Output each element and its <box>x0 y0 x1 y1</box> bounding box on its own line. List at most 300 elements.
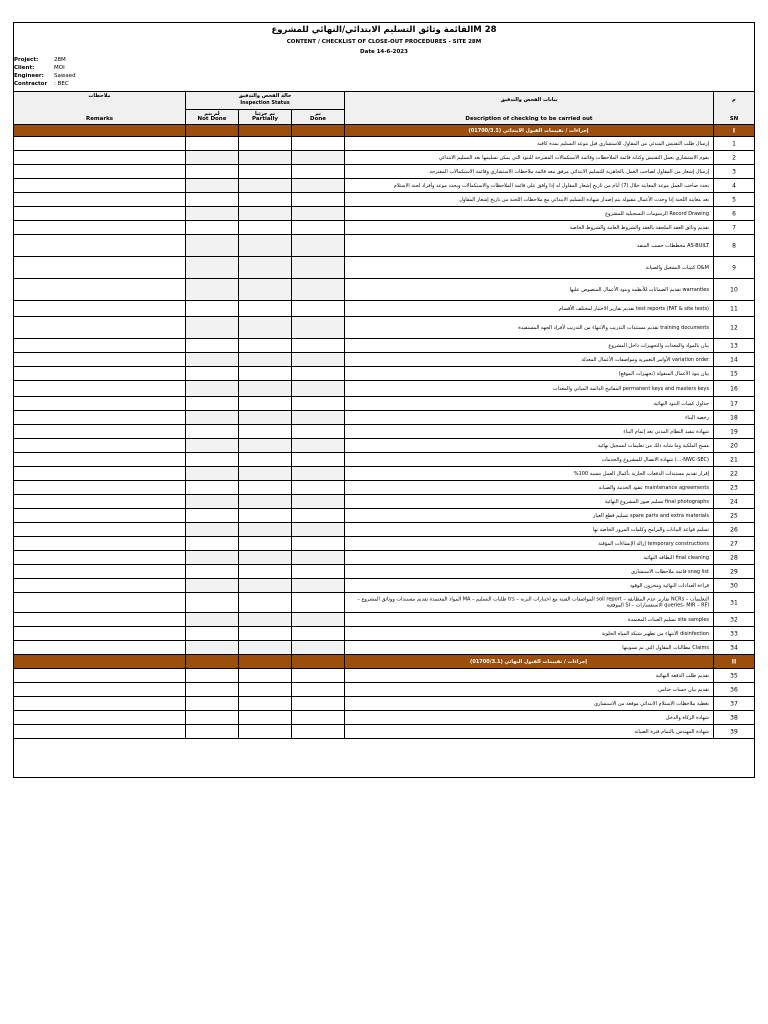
done-cell[interactable] <box>292 425 345 438</box>
partially-cell[interactable] <box>239 137 292 150</box>
done-cell[interactable] <box>292 453 345 466</box>
item-description: O&M كتيبات التشغيل والصيانة <box>645 264 709 271</box>
remarks-cell[interactable] <box>14 397 186 410</box>
not-done-cell[interactable] <box>186 565 239 578</box>
partially-cell[interactable] <box>239 579 292 592</box>
contractor-value: : BEC <box>54 81 69 87</box>
not-done-cell[interactable] <box>186 495 239 508</box>
remarks-cell[interactable] <box>14 425 186 438</box>
not-done-cell[interactable] <box>186 397 239 410</box>
item-number: 14 <box>730 356 738 363</box>
done-cell[interactable] <box>292 193 345 206</box>
title-english: CONTENT / CHECKLIST OF CLOSE-OUT PROCEDURES - SITE 28M <box>286 39 482 45</box>
partially-cell[interactable] <box>239 301 292 316</box>
table-row <box>14 495 754 509</box>
sn-cell <box>714 151 754 164</box>
remarks-cell[interactable] <box>14 367 186 380</box>
done-cell[interactable] <box>292 279 345 300</box>
item-number: 35 <box>730 672 738 679</box>
partially-cell[interactable] <box>239 593 292 612</box>
partially-cell[interactable] <box>239 669 292 682</box>
table-row <box>14 317 754 339</box>
done-cell[interactable] <box>292 165 345 178</box>
partially-cell[interactable] <box>239 221 292 234</box>
description-cell <box>345 627 714 640</box>
item-description: بيان بنود الأعمال المنقولة (تجهيزات الموقع) <box>618 370 709 377</box>
not-done-cell[interactable] <box>186 137 239 150</box>
remarks-cell[interactable] <box>14 627 186 640</box>
item-description: final cleaning النظافة النهائية <box>643 554 709 561</box>
description-cell <box>345 593 714 612</box>
item-description: temporary constructions إزالة الإنشاءات المؤقتة <box>598 540 709 547</box>
table-row <box>14 697 754 711</box>
remarks-cell[interactable] <box>14 165 186 178</box>
item-description: التعليمات – NCRs تقارير عدم المطابقة – soil report المواصفات الفنية مع اختبارات التربة – trs طلبات التسليم – MA المواد المعتمدة تقديم مستندات ووثائق المشروع – queries- MIR – RFI الاستفسارات – SI الموقعية <box>357 596 709 609</box>
item-number: 7 <box>732 224 736 231</box>
item-description: site samples تسليم العينات المعتمدة <box>628 616 709 623</box>
partially-cell[interactable] <box>239 279 292 300</box>
item-number: 31 <box>730 599 738 606</box>
not-done-cell[interactable] <box>186 683 239 696</box>
sn-cell <box>714 193 754 206</box>
remarks-cell[interactable] <box>14 221 186 234</box>
not-done-cell[interactable] <box>186 353 239 366</box>
item-number: 37 <box>730 700 738 707</box>
partially-cell[interactable] <box>239 453 292 466</box>
sn-cell <box>714 593 754 612</box>
sn-cell <box>714 495 754 508</box>
done-cell[interactable] <box>292 339 345 352</box>
description-cell <box>345 565 714 578</box>
description-cell <box>345 137 714 150</box>
not-done-cell[interactable] <box>186 711 239 724</box>
sn-cell <box>714 439 754 452</box>
item-number: 1 <box>732 140 736 147</box>
remarks-cell[interactable] <box>14 711 186 724</box>
item-description: رخصة البناء <box>685 414 709 421</box>
sn-cell <box>714 551 754 564</box>
item-number: 15 <box>730 370 738 377</box>
description-cell <box>345 683 714 696</box>
sn-header <box>714 92 754 124</box>
not-done-cell[interactable] <box>186 425 239 438</box>
remarks-cell[interactable] <box>14 683 186 696</box>
not-done-cell[interactable] <box>186 193 239 206</box>
description-cell <box>345 439 714 452</box>
table-row <box>14 367 754 381</box>
item-description: تقديم طلب الدفعة النهائية <box>655 672 709 679</box>
description-cell <box>345 125 714 136</box>
done-cell[interactable] <box>292 467 345 480</box>
remarks-cell[interactable] <box>14 523 186 536</box>
table-row <box>14 627 754 641</box>
done-cell[interactable] <box>292 353 345 366</box>
done-cell[interactable] <box>292 725 345 738</box>
description-cell <box>345 257 714 278</box>
sn-cell <box>714 711 754 724</box>
table-row <box>14 411 754 425</box>
done-cell[interactable] <box>292 207 345 220</box>
done-cell[interactable] <box>292 151 345 164</box>
done-cell[interactable] <box>292 711 345 724</box>
partially-cell[interactable] <box>239 179 292 192</box>
description-cell <box>345 495 714 508</box>
partially-cell[interactable] <box>239 467 292 480</box>
item-number: 16 <box>730 385 738 392</box>
remarks-cell[interactable] <box>14 301 186 316</box>
table-row <box>14 683 754 697</box>
sn-cell <box>714 683 754 696</box>
not-done-cell[interactable] <box>186 207 239 220</box>
title-arabic: 28 Mالقائمة وثائق التسليم الابتدائي/النهائي للمشروع <box>271 25 497 35</box>
done-cell <box>292 655 345 668</box>
sn-cell <box>714 537 754 550</box>
not-done-cell[interactable] <box>186 151 239 164</box>
description-cell <box>345 179 714 192</box>
not-done-cell[interactable] <box>186 453 239 466</box>
item-description: AS-BUILT مخططات حسب المنفذ <box>637 242 709 249</box>
remarks-cell[interactable] <box>14 697 186 710</box>
remarks-cell[interactable] <box>14 257 186 278</box>
remarks-cell[interactable] <box>14 467 186 480</box>
remarks-cell[interactable] <box>14 551 186 564</box>
remarks-cell[interactable] <box>14 151 186 164</box>
description-cell <box>345 221 714 234</box>
description-cell <box>345 353 714 366</box>
partially-cell[interactable] <box>239 367 292 380</box>
client-value: MOI <box>54 65 65 71</box>
done-cell[interactable] <box>292 397 345 410</box>
item-number: 13 <box>730 342 738 349</box>
not-done-cell[interactable] <box>186 411 239 424</box>
partially-header-en: Partially <box>252 116 278 122</box>
item-number: 25 <box>730 512 738 519</box>
partially-cell[interactable] <box>239 565 292 578</box>
not-done-cell[interactable] <box>186 165 239 178</box>
remarks-cell[interactable] <box>14 537 186 550</box>
remarks-cell[interactable] <box>14 613 186 626</box>
remarks-cell[interactable] <box>14 137 186 150</box>
section-title: إجراءات / تقييمات القبول الابتدائي (01700/3.1) <box>468 127 589 134</box>
description-cell <box>345 655 714 668</box>
done-cell[interactable] <box>292 537 345 550</box>
item-description: spare parts and extra materials تسليم قطع الغيار <box>592 512 709 519</box>
done-cell[interactable] <box>292 235 345 256</box>
not-done-cell[interactable] <box>186 593 239 612</box>
table-row <box>14 397 754 411</box>
table-row <box>14 481 754 495</box>
engineer-value: Sawaed <box>54 73 76 79</box>
sn-cell <box>714 179 754 192</box>
section-row <box>14 125 754 137</box>
description-cell <box>345 669 714 682</box>
table-row <box>14 579 754 593</box>
remarks-cell[interactable] <box>14 317 186 338</box>
partially-cell[interactable] <box>239 397 292 410</box>
item-number: 17 <box>730 400 738 407</box>
not-done-cell[interactable] <box>186 317 239 338</box>
not-done-cell[interactable] <box>186 669 239 682</box>
remarks-cell[interactable] <box>14 481 186 494</box>
sn-cell <box>714 279 754 300</box>
not-done-cell[interactable] <box>186 627 239 640</box>
section-number: II <box>731 658 737 665</box>
sn-cell <box>714 165 754 178</box>
done-cell[interactable] <box>292 613 345 626</box>
partially-cell[interactable] <box>239 697 292 710</box>
not-done-cell <box>186 125 239 136</box>
not-done-cell[interactable] <box>186 339 239 352</box>
item-number: 12 <box>730 324 738 331</box>
description-cell <box>345 235 714 256</box>
done-cell[interactable] <box>292 381 345 396</box>
sn-cell <box>714 353 754 366</box>
item-description: يقوم الاستشاري بعمل التفتيش وكتابة قائمة الملاحظات وقائمة الاستكمالات المقترحة للبنود التي يمكن تسليمها بعد التسليم الابتدائي <box>438 154 709 161</box>
sn-cell <box>714 137 754 150</box>
done-cell[interactable] <box>292 495 345 508</box>
partially-cell[interactable] <box>239 537 292 550</box>
partially-cell[interactable] <box>239 353 292 366</box>
table-row <box>14 339 754 353</box>
remarks-cell <box>14 125 186 136</box>
engineer-label: Engineer: <box>14 73 44 79</box>
item-number: 34 <box>730 644 738 651</box>
partially-cell[interactable] <box>239 523 292 536</box>
remarks-cell[interactable] <box>14 453 186 466</box>
partially-cell[interactable] <box>239 683 292 696</box>
item-description: تغطية ملاحظات الاستلام الابتدائي موقعة من الاستشاري <box>594 700 709 707</box>
done-header <box>292 110 345 124</box>
partially-cell[interactable] <box>239 235 292 256</box>
done-cell[interactable] <box>292 641 345 654</box>
sn-cell <box>714 467 754 480</box>
not-done-cell <box>186 655 239 668</box>
done-cell[interactable] <box>292 137 345 150</box>
done-cell[interactable] <box>292 593 345 612</box>
description-cell <box>345 711 714 724</box>
remarks-cell[interactable] <box>14 193 186 206</box>
description-cell <box>345 425 714 438</box>
description-cell <box>345 381 714 396</box>
table-header <box>14 91 754 125</box>
not-done-cell[interactable] <box>186 467 239 480</box>
done-cell[interactable] <box>292 697 345 710</box>
table-row <box>14 509 754 523</box>
remarks-cell <box>14 655 186 668</box>
remarks-cell[interactable] <box>14 725 186 738</box>
item-description: يحدد صاحب العمل موعد المعاينة خلال (7) أيام من تاريخ إشعار المقاول له إذا وافق على قائمة الملاحظات والاستكمالات ويحدد موعد وأفراد لجنة الاستلام <box>393 182 709 189</box>
item-description: مسح الملكية وما شابه ذلك من تعليمات لتسجيل نهائية <box>597 442 709 449</box>
done-cell[interactable] <box>292 481 345 494</box>
sn-cell <box>714 411 754 424</box>
item-number: 23 <box>730 484 738 491</box>
description-cell <box>345 523 714 536</box>
sn-cell <box>714 523 754 536</box>
done-cell[interactable] <box>292 439 345 452</box>
partially-cell[interactable] <box>239 151 292 164</box>
item-description: training documents تقديم مستندات التدريب والانتهاء من التدريب لأفراد الجهة المستفيدة <box>518 324 709 331</box>
not-done-cell[interactable] <box>186 235 239 256</box>
partially-cell[interactable] <box>239 193 292 206</box>
inspection-status-header <box>186 92 345 110</box>
table-row <box>14 537 754 551</box>
done-cell[interactable] <box>292 551 345 564</box>
remarks-header-en: Remarks <box>85 116 114 122</box>
remarks-cell[interactable] <box>14 565 186 578</box>
not-done-cell[interactable] <box>186 439 239 452</box>
done-cell[interactable] <box>292 317 345 338</box>
item-number: 18 <box>730 414 738 421</box>
partially-cell[interactable] <box>239 381 292 396</box>
partially-cell[interactable] <box>239 627 292 640</box>
not-done-cell[interactable] <box>186 697 239 710</box>
item-description: Record Drawing الرسومات التسجيلية للمشروع <box>605 210 709 217</box>
not-done-cell[interactable] <box>186 641 239 654</box>
table-row <box>14 279 754 301</box>
partially-cell[interactable] <box>239 207 292 220</box>
item-description: شهادة المهندس بالتمام فترة الصيانة <box>634 728 709 735</box>
partially-cell[interactable] <box>239 339 292 352</box>
description-cell <box>345 725 714 738</box>
not-done-cell[interactable] <box>186 523 239 536</box>
not-done-cell[interactable] <box>186 257 239 278</box>
table-row <box>14 425 754 439</box>
description-cell <box>345 537 714 550</box>
table-row <box>14 151 754 165</box>
remarks-cell[interactable] <box>14 593 186 612</box>
partially-cell[interactable] <box>239 257 292 278</box>
partially-cell[interactable] <box>239 495 292 508</box>
done-cell[interactable] <box>292 627 345 640</box>
item-number: 3 <box>732 168 736 175</box>
sn-cell <box>714 317 754 338</box>
remarks-cell[interactable] <box>14 339 186 352</box>
table-row <box>14 353 754 367</box>
done-cell[interactable] <box>292 579 345 592</box>
done-cell[interactable] <box>292 221 345 234</box>
not-done-cell[interactable] <box>186 301 239 316</box>
table-row <box>14 257 754 279</box>
partially-cell[interactable] <box>239 509 292 522</box>
done-cell[interactable] <box>292 683 345 696</box>
item-number: 33 <box>730 630 738 637</box>
partially-cell[interactable] <box>239 711 292 724</box>
sn-cell <box>714 481 754 494</box>
table-row <box>14 453 754 467</box>
remarks-cell[interactable] <box>14 235 186 256</box>
partially-cell[interactable] <box>239 165 292 178</box>
not-done-cell[interactable] <box>186 221 239 234</box>
section-title: إجراءات / تقييمات القبول النهائي (01700/3.1) <box>470 658 587 665</box>
remarks-cell[interactable] <box>14 641 186 654</box>
partially-cell[interactable] <box>239 481 292 494</box>
not-done-cell[interactable] <box>186 613 239 626</box>
not-done-cell[interactable] <box>186 509 239 522</box>
partially-cell[interactable] <box>239 425 292 438</box>
done-cell[interactable] <box>292 257 345 278</box>
remarks-cell[interactable] <box>14 509 186 522</box>
document-date: Date 14-6-2023 <box>360 49 408 55</box>
item-description: قراءة العدادات النهائية ومخزون الوقود <box>629 582 709 589</box>
partially-cell[interactable] <box>239 641 292 654</box>
item-number: 38 <box>730 714 738 721</box>
partially-cell[interactable] <box>239 317 292 338</box>
partially-cell[interactable] <box>239 725 292 738</box>
sn-cell <box>714 669 754 682</box>
remarks-cell[interactable] <box>14 411 186 424</box>
description-cell <box>345 339 714 352</box>
remarks-cell[interactable] <box>14 579 186 592</box>
table-row <box>14 725 754 739</box>
sn-cell <box>714 381 754 396</box>
table-row <box>14 593 754 613</box>
not-done-cell[interactable] <box>186 179 239 192</box>
done-cell[interactable] <box>292 565 345 578</box>
item-number: 32 <box>730 616 738 623</box>
not-done-cell[interactable] <box>186 725 239 738</box>
table-row <box>14 467 754 481</box>
item-number: 8 <box>732 242 736 249</box>
description-cell <box>345 279 714 300</box>
not-done-cell[interactable] <box>186 381 239 396</box>
partially-cell[interactable] <box>239 551 292 564</box>
description-cell <box>345 551 714 564</box>
sn-cell <box>714 697 754 710</box>
not-done-cell[interactable] <box>186 551 239 564</box>
done-cell[interactable] <box>292 509 345 522</box>
remarks-cell[interactable] <box>14 207 186 220</box>
remarks-cell[interactable] <box>14 439 186 452</box>
remarks-cell[interactable] <box>14 353 186 366</box>
partially-cell[interactable] <box>239 439 292 452</box>
done-cell[interactable] <box>292 523 345 536</box>
item-description: final photographs تسليم صور المشروع النهائية <box>604 498 709 505</box>
description-cell <box>345 453 714 466</box>
partially-cell[interactable] <box>239 411 292 424</box>
done-cell[interactable] <box>292 179 345 192</box>
sn-cell <box>714 579 754 592</box>
sn-cell <box>714 235 754 256</box>
not-done-cell[interactable] <box>186 481 239 494</box>
not-done-cell[interactable] <box>186 279 239 300</box>
not-done-cell[interactable] <box>186 579 239 592</box>
done-cell[interactable] <box>292 367 345 380</box>
remarks-cell[interactable] <box>14 279 186 300</box>
not-done-cell[interactable] <box>186 367 239 380</box>
done-cell[interactable] <box>292 301 345 316</box>
item-description: variation order الأوامر التغييرية ومواصفات الأعمال المعدلة <box>581 356 709 363</box>
sn-cell <box>714 397 754 410</box>
done-cell[interactable] <box>292 411 345 424</box>
partially-cell[interactable] <box>239 613 292 626</box>
remarks-cell[interactable] <box>14 495 186 508</box>
item-description: بيان بالمواد والمعدات والتجهيزات داخل المشروع <box>608 342 709 349</box>
item-description: تقديم وثائق العقد الملحقة بالعقد والشروط العامة والشروط الخاصة <box>569 224 709 231</box>
item-description: تقديم بيان حساب ختامي <box>658 686 709 693</box>
item-description: إقرار تقديم مستندات الدفعات الجارية بأكمال العمل بنسبة 100% <box>573 470 709 477</box>
sn-cell <box>714 565 754 578</box>
not-done-cell[interactable] <box>186 537 239 550</box>
partially-cell <box>239 125 292 136</box>
table-row <box>14 179 754 193</box>
remarks-cell[interactable] <box>14 179 186 192</box>
remarks-cell[interactable] <box>14 669 186 682</box>
done-cell[interactable] <box>292 669 345 682</box>
item-description: جداول كميات البنود النهائية <box>653 400 709 407</box>
description-header <box>345 92 714 124</box>
item-description: test reports (FAT & site tests) تقديم تقارير الاختبار لمختلف الأقسام <box>558 305 709 312</box>
remarks-cell[interactable] <box>14 381 186 396</box>
